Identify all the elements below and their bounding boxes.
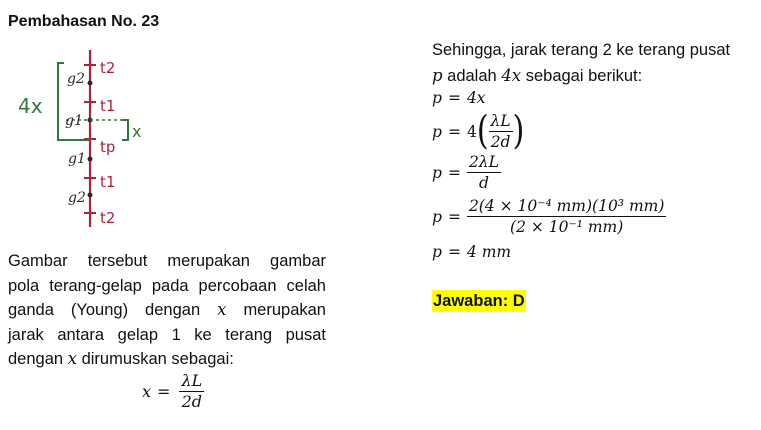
- sketch-right-bracket: [122, 120, 128, 140]
- sketch-label-x: x: [132, 122, 142, 141]
- equals-sign: =: [447, 207, 461, 226]
- formula-x: [142, 372, 207, 411]
- equation-2: [432, 108, 525, 154]
- equation-4: [432, 197, 666, 236]
- intro-line: [432, 63, 754, 89]
- paragraph-text: ganda (Young) dengan: [8, 301, 201, 319]
- intro-text: sebagai berikut:: [525, 67, 643, 85]
- intro-text: adalah: [447, 67, 497, 85]
- intro-line: Sehingga, jarak terang 2 ke terang pusat: [432, 41, 731, 59]
- solution-intro: [432, 38, 754, 89]
- sketch-label-t: tp: [100, 138, 116, 156]
- equation-lhs: p: [432, 163, 442, 182]
- equals-sign: =: [447, 243, 461, 261]
- variable-p: p: [432, 66, 443, 85]
- numerator: λL: [490, 112, 511, 130]
- formula-lhs: x: [142, 382, 152, 401]
- sketch-label-t: t1: [100, 97, 116, 115]
- sketch-dot: [88, 193, 93, 198]
- variable-x: x: [217, 300, 227, 319]
- variable-x: x: [67, 349, 77, 368]
- paren-right: ): [512, 108, 525, 154]
- sketch-label-g: g1: [65, 113, 83, 129]
- sketch-label-g: g2: [68, 190, 86, 206]
- sketch-label-t: t2: [100, 209, 116, 227]
- variable-4x: 4x: [501, 66, 522, 85]
- equation-3: [432, 153, 501, 192]
- fraction: [467, 197, 666, 236]
- numerator: λL: [181, 371, 203, 390]
- paragraph-text: merupakan: [243, 301, 326, 319]
- equation-5: [432, 243, 511, 261]
- fraction: [467, 153, 501, 192]
- sketch-dot: [88, 157, 93, 162]
- paragraph-line: jarak antara gelap 1 ke terang pusat: [8, 325, 326, 344]
- equals-sign: =: [447, 89, 461, 107]
- equation-1: [432, 89, 486, 107]
- paragraph-line: [8, 347, 326, 372]
- equation-lhs: p: [432, 243, 442, 261]
- fraction: [179, 372, 204, 411]
- sketch-label-g: g1: [68, 151, 86, 167]
- coefficient: 4: [466, 122, 477, 141]
- sketch-label-t: t2: [100, 59, 116, 77]
- page-title: Pembahasan No. 23: [8, 13, 160, 30]
- paragraph-line: [8, 298, 326, 323]
- paren-left: (: [476, 108, 489, 154]
- denominator: 2d: [181, 392, 203, 411]
- equation-rhs: 4 mm: [466, 243, 512, 261]
- paragraph-text: dengan: [8, 350, 64, 368]
- equation-lhs: p: [432, 207, 442, 226]
- equals-sign: =: [157, 382, 171, 401]
- paragraph-line: Gambar tersebut merupakan gambar: [8, 252, 326, 270]
- fringe-sketch: [10, 45, 170, 235]
- numerator: 2(4 × 10⁻⁴ mm)(10³ mm): [468, 197, 665, 215]
- equation-rhs: 4x: [466, 89, 486, 107]
- answer-highlight: Jawaban: D: [433, 292, 525, 310]
- denominator: (2 × 10⁻¹ mm): [510, 218, 624, 236]
- denominator: 2d: [490, 133, 511, 151]
- paragraph-line: pola terang-gelap pada percobaan celah: [8, 276, 326, 295]
- sketch-dot: [88, 81, 93, 86]
- equals-sign: =: [447, 163, 461, 182]
- numerator: 2λL: [468, 153, 499, 171]
- equals-sign: =: [447, 122, 461, 141]
- fraction: [489, 112, 513, 151]
- denominator: d: [478, 174, 489, 192]
- sketch-label-t: t1: [100, 173, 116, 191]
- equation-lhs: p: [432, 89, 442, 107]
- sketch-label-g: g2: [67, 71, 85, 87]
- paragraph-text: dirumuskan sebagai:: [81, 350, 234, 368]
- equation-lhs: p: [432, 122, 442, 141]
- explanation-paragraph: [8, 249, 326, 372]
- sketch-label-4x: 4x: [18, 94, 43, 118]
